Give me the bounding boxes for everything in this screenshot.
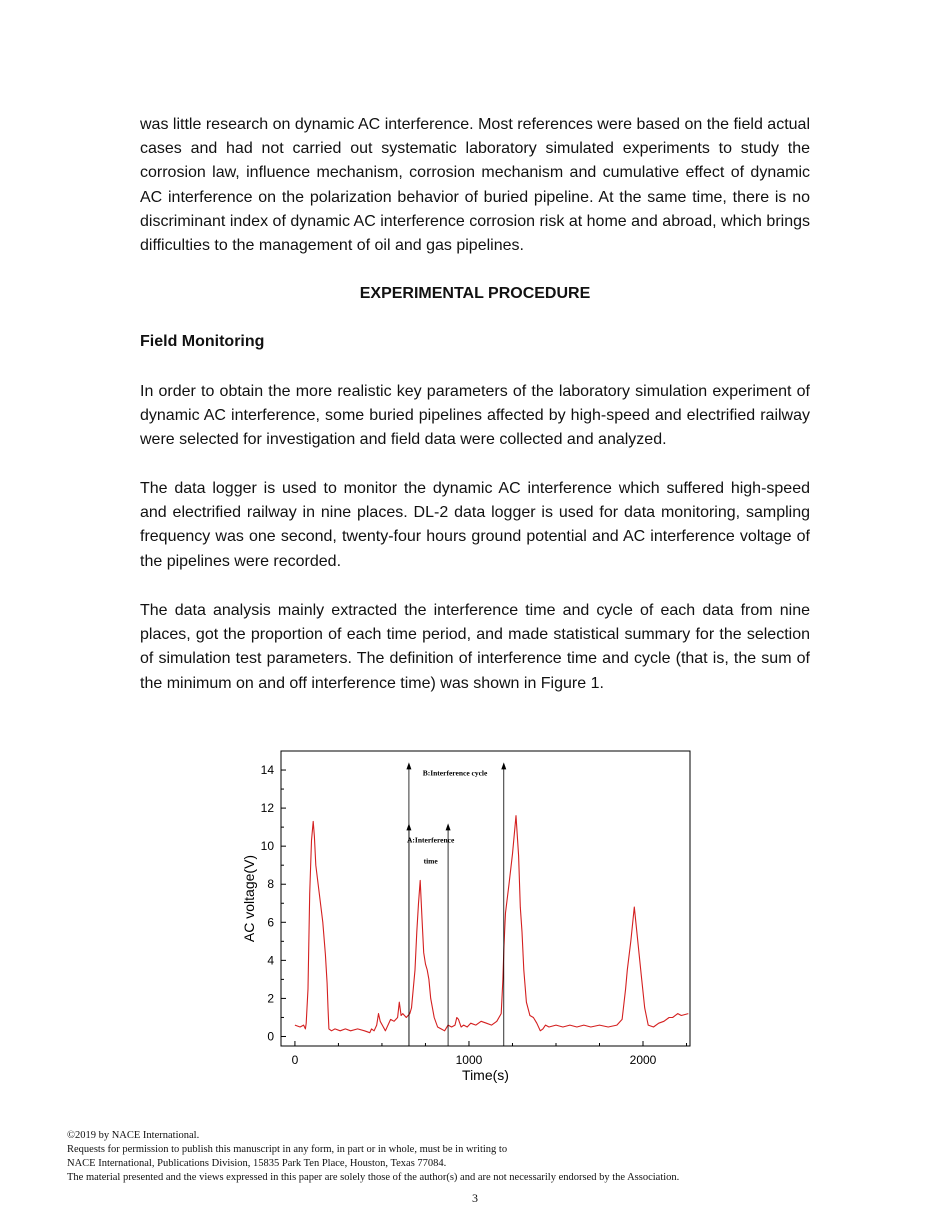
interference-cycle-label: B:Interference cycle (422, 768, 488, 778)
x-tick-label: 1000 (455, 1053, 483, 1067)
y-tick-label: 14 (260, 763, 274, 778)
ac-voltage-chart (230, 735, 710, 1095)
y-tick-label: 6 (267, 915, 274, 930)
y-tick-label: 8 (267, 877, 274, 892)
footer (67, 1129, 679, 1185)
subsection-heading: Field Monitoring (140, 333, 265, 350)
y-tick-label: 4 (267, 953, 274, 968)
annotation-arrowhead (446, 823, 451, 830)
y-tick-label: 0 (267, 1029, 274, 1044)
x-tick-label: 2000 (629, 1053, 657, 1067)
annotation-arrowhead (406, 823, 411, 830)
figure-1 (230, 735, 710, 1095)
section-heading: EXPERIMENTAL PROCEDURE (359, 285, 591, 302)
data-analysis-paragraph: The data analysis mainly extracted the interference time and cycle of each data from nine places, got the proportion of each time period, and made statistical summary for the selection of simulation test parameters. The definition of interference time and cycle (that is, the sum of the minimum on and off interference time) was shown in Figure 1. (140, 602, 810, 692)
field-monitoring-paragraph: In order to obtain the more realistic key parameters of the laboratory simulation experiment of dynamic AC interference, some buried pipelines affected by high-speed and electrified railway were selected for investigation and field data were collected and analyzed. (140, 383, 810, 449)
x-tick-label: 0 (291, 1053, 299, 1067)
footer-copyright: ©2019 by NACE International. (67, 1130, 200, 1141)
interference-time-label: A:Interference (407, 835, 455, 845)
footer-address: NACE International, Publications Division, 15835 Park Ten Place, Houston, Texas 77084. (67, 1158, 447, 1169)
y-tick-label: 12 (260, 801, 274, 816)
footer-disclaimer: The material presented and the views expressed in this paper are solely those of the author(s) and are not necessarily endorsed by the Association. (67, 1172, 680, 1183)
annotation-arrowhead (406, 762, 411, 769)
interference-time-label: time (423, 856, 438, 866)
intro-paragraph: was little research on dynamic AC interference. Most references were based on the field actual cases and had not carried out systematic laboratory simulated experiments to study the corrosion law, influence mechanism, corrosion mechanism and cumulative effect of dynamic AC interference on the polarization behavior of buried pipeline. At the same time, there is no discriminant index of dynamic AC interference corrosion risk at home and abroad, which brings difficulties to the management of oil and gas pipelines. (140, 116, 810, 255)
annotation-arrowhead (501, 762, 506, 769)
footer-permission: Requests for permission to publish this manuscript in any form, in part or in whole, must be in writing to (67, 1144, 508, 1155)
y-tick-label: 2 (267, 991, 274, 1006)
ac-voltage-line (295, 816, 688, 1033)
data-logger-paragraph: The data logger is used to monitor the dynamic AC interference which suffered high-speed and electrified railway in nine places. DL-2 data logger is used for data monitoring, sampling frequency was one second, twenty-four hours ground potential and AC interference voltage of the pipelines were recorded. (140, 480, 810, 570)
plot-frame (281, 751, 690, 1046)
x-axis-label: Time(s) (462, 1067, 509, 1083)
y-axis-label: AC voltage(V) (241, 854, 257, 943)
page-number: 3 (472, 1191, 478, 1205)
y-tick-label: 10 (260, 839, 274, 854)
